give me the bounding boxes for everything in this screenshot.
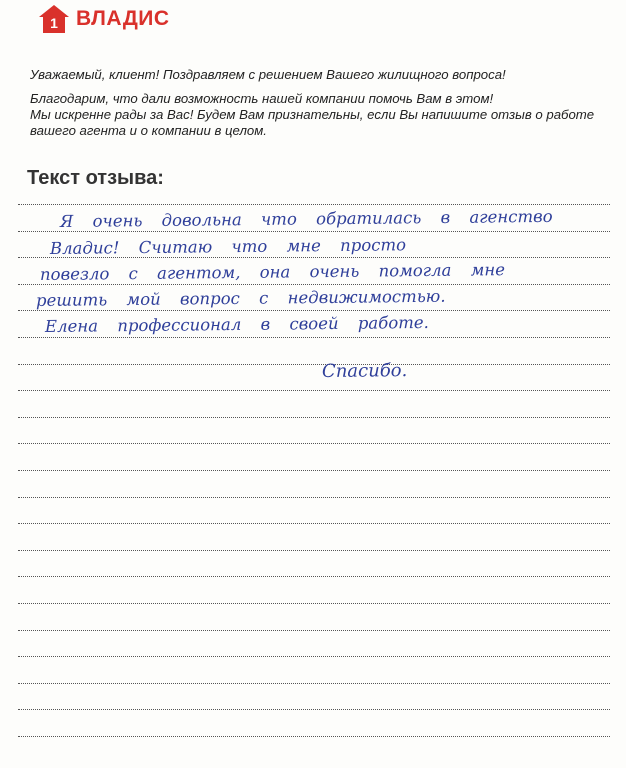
ruled-line (18, 683, 610, 684)
ruled-line (18, 443, 610, 444)
review-line-1: Я очень довольна что обратилась в агенство (59, 206, 553, 231)
brand-name: ВЛАДИС (76, 7, 170, 30)
ruled-line (18, 523, 610, 524)
ruled-line (18, 364, 610, 365)
ruled-line (18, 470, 610, 471)
intro-line-3: вашего агента и о компании в целом. (30, 123, 267, 138)
ruled-line (18, 204, 610, 205)
brand-badge: 1 (50, 15, 58, 31)
ruled-line (18, 630, 610, 631)
ruled-line (18, 550, 610, 551)
ruled-line (18, 417, 610, 418)
ruled-line (18, 310, 610, 311)
ruled-line (18, 284, 610, 285)
review-title: Текст отзыва: (27, 167, 164, 189)
review-line-5: Елена профессионал в своей работе. (44, 312, 429, 336)
intro-greeting: Уважаемый, клиент! Поздравляем с решением Вашего жилищного вопроса! (30, 67, 506, 82)
review-line-2: Владис! Считаю что мне просто (49, 235, 407, 258)
ruled-line (18, 231, 610, 232)
intro-line-2: Мы искренне рады за Вас! Будем Вам признательны, если Вы напишите отзыв о работе (30, 107, 595, 122)
ruled-line (18, 337, 610, 338)
ruled-line (18, 390, 610, 391)
ruled-line (18, 603, 610, 604)
ruled-lines (18, 0, 610, 768)
ruled-line (18, 656, 610, 657)
review-line-3: повезло с агентом, она очень помогла мне (39, 260, 506, 284)
review-line-4: решить мой вопрос с недвижимостью. (35, 286, 446, 310)
intro-line-1: Благодарим, что дали возможность нашей компании помочь Вам в этом! (30, 91, 494, 106)
ruled-line (18, 709, 610, 710)
ruled-line (18, 576, 610, 577)
review-closing: Спасибо. (321, 360, 408, 382)
ruled-line (18, 736, 610, 737)
ruled-line (18, 497, 610, 498)
